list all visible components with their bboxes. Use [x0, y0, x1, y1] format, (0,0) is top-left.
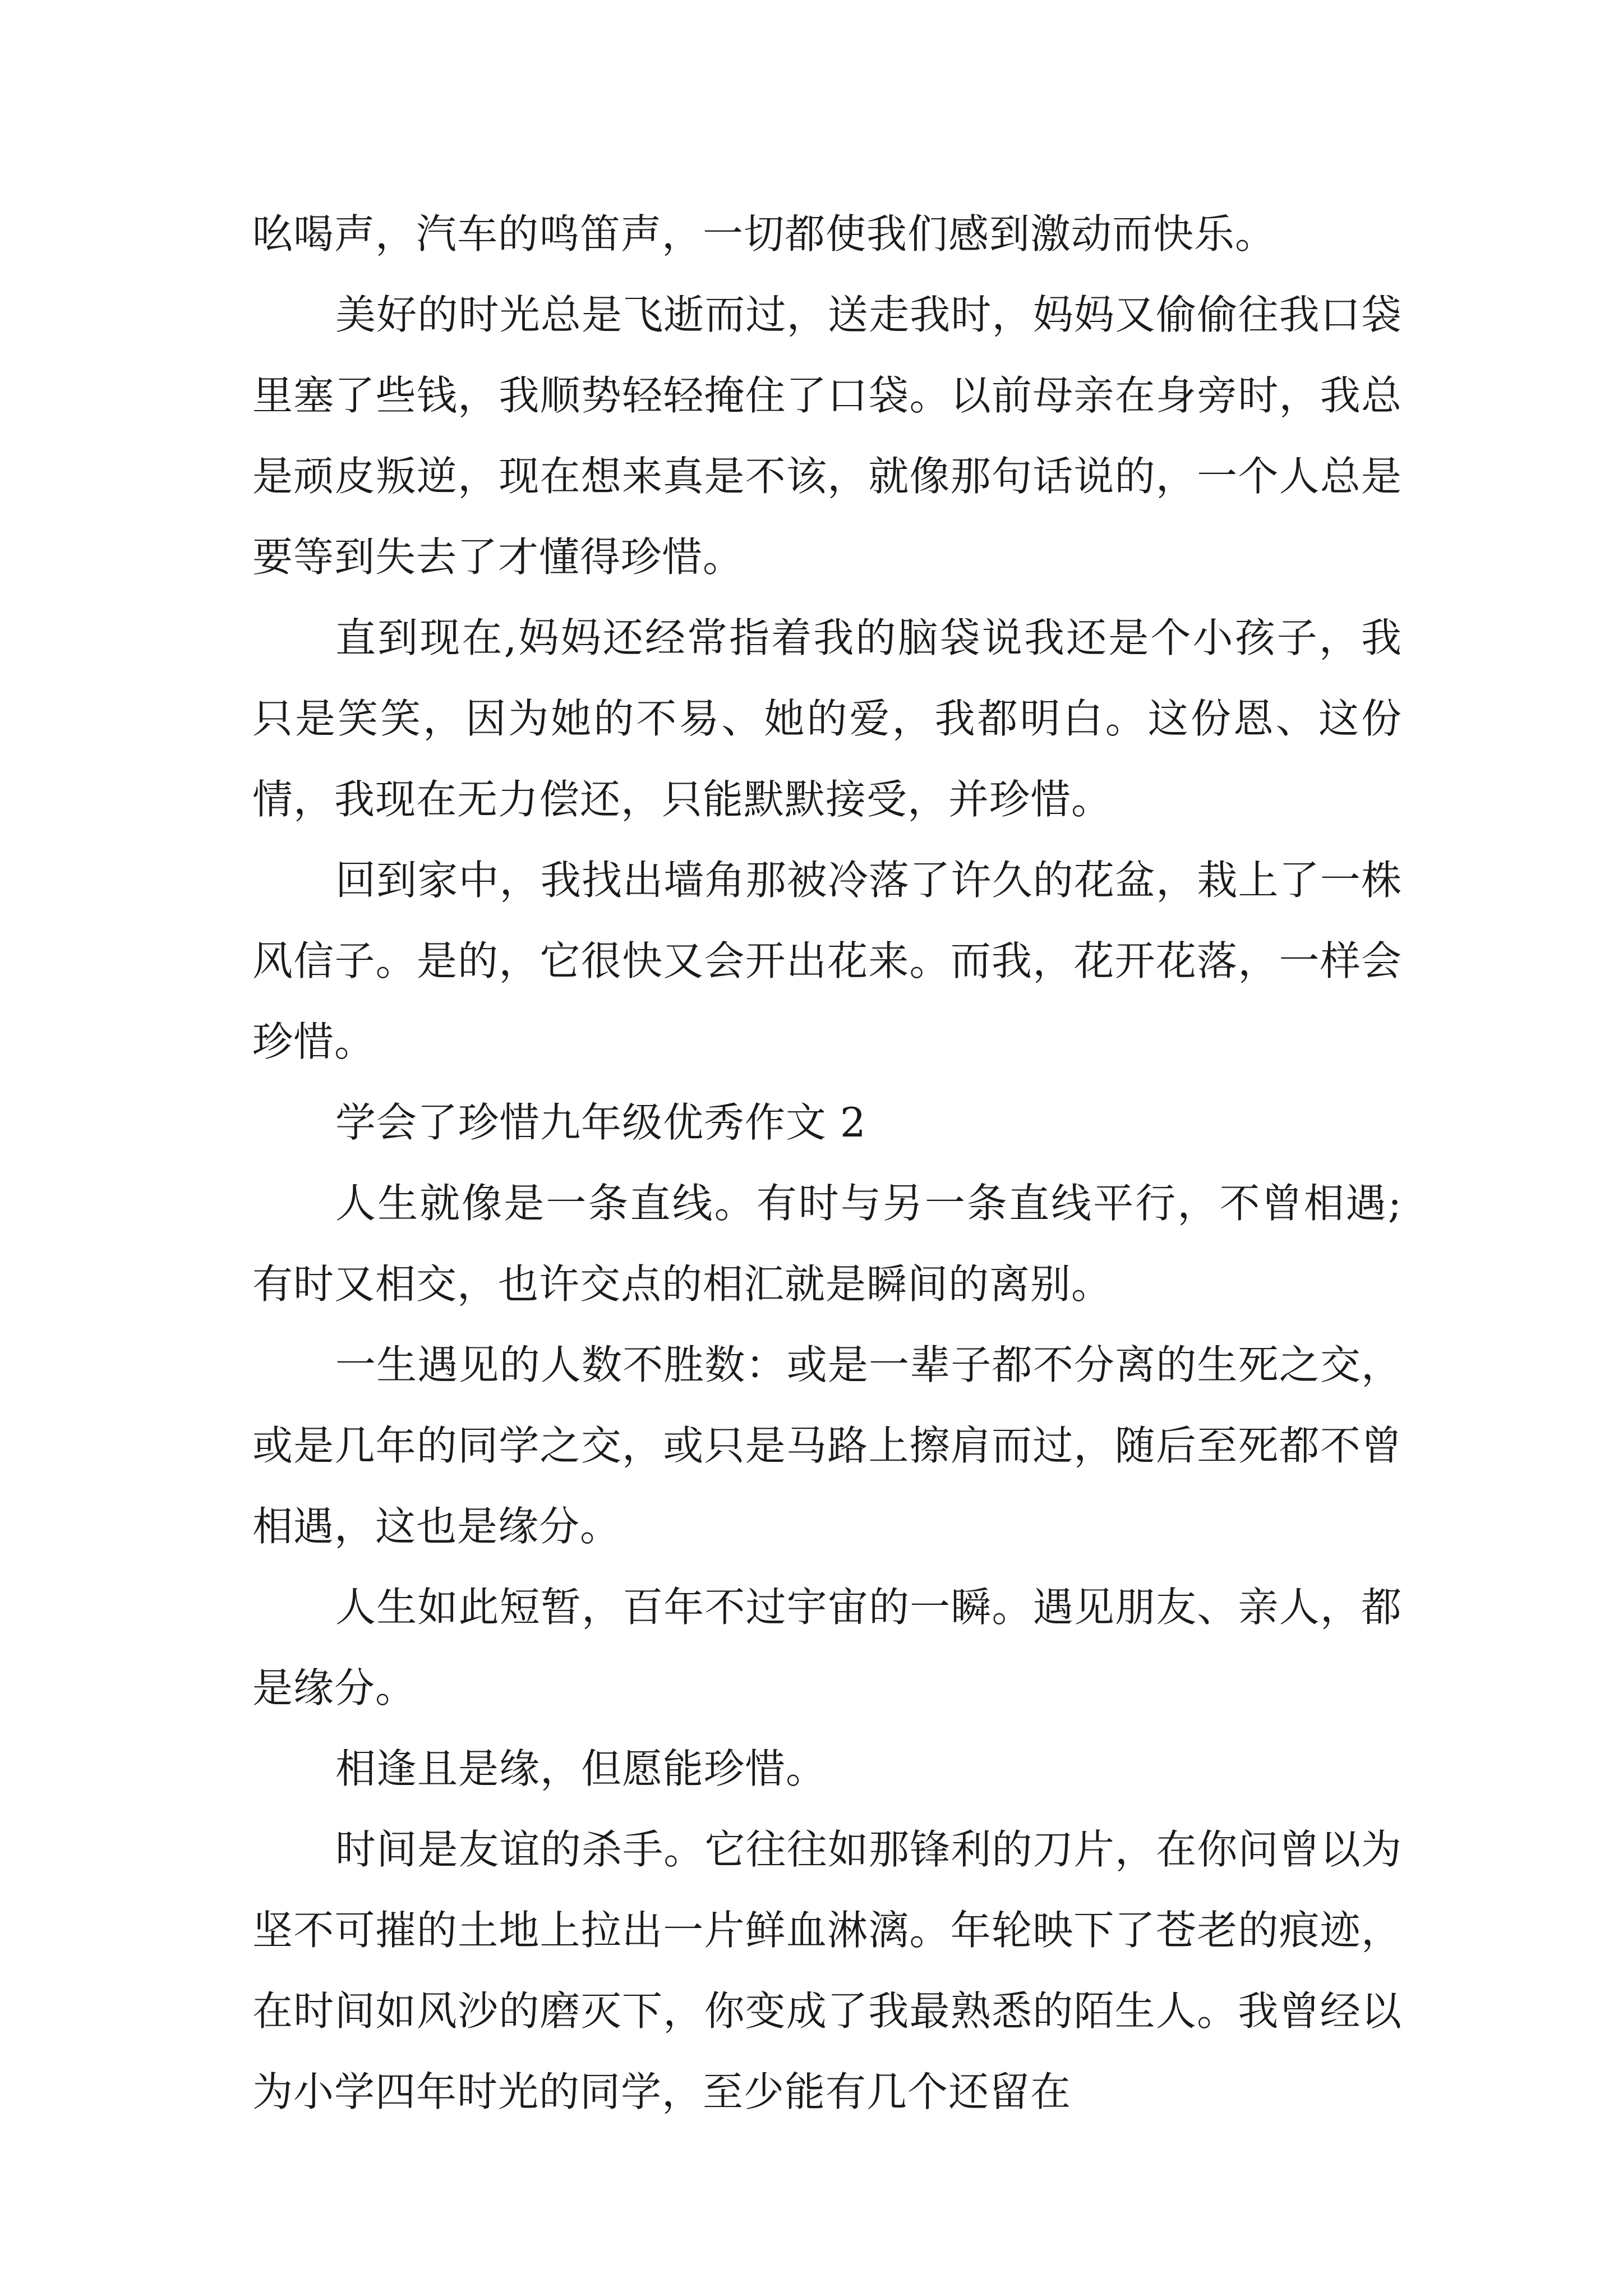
paragraph-3: 直到现在,妈妈还经常指着我的脑袋说我还是个小孩子，我只是笑笑，因为她的不易、她的爱，我都明白。这份恩、这份情，我现在无力偿还，只能默默接受，并珍惜。 — [252, 614, 1402, 823]
paragraph-6: 一生遇见的人数不胜数：或是一辈子都不分离的生死之交，或是几年的同学之交，或只是马路上擦肩而过，随后至死都不曾相遇，这也是缘分。 — [252, 1341, 1402, 1550]
paragraph-8: 相逢且是缘，但愿能珍惜。 — [335, 1745, 827, 1792]
paragraph-5: 人生就像是一条直线。有时与另一条直线平行，不曾相遇;有时又相交，也许交点的相汇就是瞬间的离别。 — [252, 1180, 1402, 1308]
paragraph-9: 时间是友谊的杀手。它往往如那锋利的刀片，在你问曾以为坚不可摧的土地上拉出一片鲜血淋漓。年轮映下了苍老的痕迹，在时间如风沙的磨灭下，你变成了我最熟悉的陌生人。我曾经以为小学四年时光的同学，至少能有几个还留在 — [252, 1826, 1402, 2115]
paragraph-4: 回到家中，我找出墙角那被冷落了许久的花盆，栽上了一株风信子。是的，它很快又会开出花来。而我，花开花落，一样会珍惜。 — [252, 857, 1402, 1065]
essay-body — [252, 194, 1402, 2132]
paragraph-1: 吆喝声，汽车的鸣笛声，一切都使我们感到激动而快乐。 — [252, 210, 1276, 257]
paragraph-7: 人生如此短暂，百年不过宇宙的一瞬。遇见朋友、亲人，都是缘分。 — [252, 1584, 1402, 1711]
paragraph-2: 美好的时光总是飞逝而过，送走我时，妈妈又偷偷往我口袋里塞了些钱，我顺势轻轻掩住了口袋。以前母亲在身旁时，我总是顽皮叛逆，现在想来真是不该，就像那句话说的，一个人总是要等到失去了才懂得珍惜。 — [252, 291, 1402, 581]
essay-title-2: 学会了珍惜九年级优秀作文 2 — [335, 1099, 866, 1146]
